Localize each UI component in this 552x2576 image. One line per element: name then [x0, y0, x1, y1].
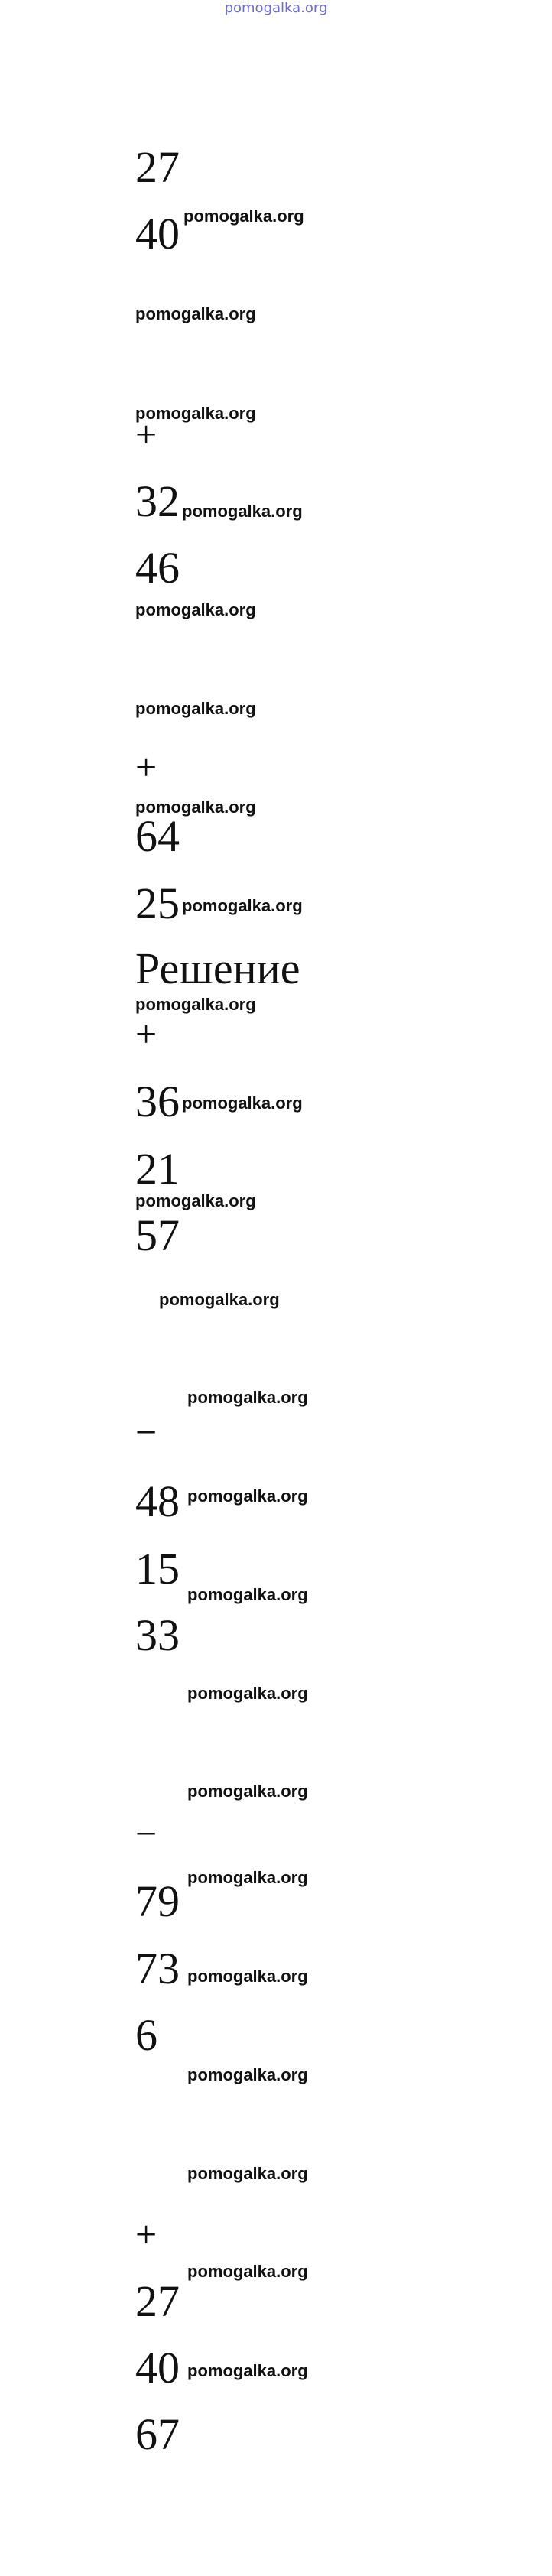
watermark: pomogalka.org: [187, 1782, 308, 1801]
example1-operand-a: 36: [135, 1077, 180, 1126]
plus-operator: +: [135, 1012, 157, 1055]
example2-operand-a: 48: [135, 1476, 180, 1526]
problem-number-2: 40: [135, 209, 180, 258]
watermark: pomogalka.org: [183, 206, 304, 226]
example3-result: 6: [135, 2010, 157, 2060]
solution-title: Решение: [135, 944, 300, 993]
watermark: pomogalka.org: [187, 1486, 308, 1506]
watermark: pomogalka.org: [182, 896, 303, 915]
watermark: pomogalka.org: [187, 1684, 308, 1703]
watermark: pomogalka.org: [187, 1388, 308, 1407]
plus-operator: +: [135, 746, 157, 788]
example4-result: 67: [135, 2409, 180, 2459]
problem-number-6: 25: [135, 879, 180, 928]
example3-operand-b: 73: [135, 1944, 180, 1993]
watermark: pomogalka.org: [135, 1191, 256, 1210]
watermark: pomogalka.org: [182, 1093, 303, 1113]
plus-operator: +: [135, 2213, 157, 2256]
problem-number-5: 64: [135, 811, 180, 861]
example4-operand-a: 27: [135, 2276, 180, 2326]
watermark: pomogalka.org: [135, 797, 256, 817]
example4-operand-b: 40: [135, 2343, 180, 2392]
watermark: pomogalka.org: [187, 2164, 308, 2183]
watermark: pomogalka.org: [135, 995, 256, 1014]
watermark: pomogalka.org: [187, 2262, 308, 2281]
watermark: pomogalka.org: [187, 1868, 308, 1887]
problem-number-3: 32: [135, 476, 180, 526]
watermark: pomogalka.org: [182, 502, 303, 521]
example3-operand-a: 79: [135, 1876, 180, 1926]
problem-number-4: 46: [135, 543, 180, 593]
watermark: pomogalka.org: [187, 1967, 308, 1986]
watermark: pomogalka.org: [135, 304, 256, 323]
problem-number-1: 27: [135, 142, 180, 192]
example2-operand-b: 15: [135, 1544, 180, 1593]
example1-result: 57: [135, 1210, 180, 1260]
minus-operator: −: [135, 1812, 157, 1855]
example2-result: 33: [135, 1610, 180, 1660]
watermark: pomogalka.org: [187, 1585, 308, 1604]
watermark: pomogalka.org: [135, 404, 256, 423]
watermark: pomogalka.org: [135, 600, 256, 619]
watermark: pomogalka.org: [159, 1290, 280, 1309]
watermark: pomogalka.org: [187, 2361, 308, 2380]
site-link[interactable]: pomogalka.org: [224, 0, 328, 16]
plus-operator: +: [135, 413, 157, 456]
minus-operator: −: [135, 1411, 157, 1454]
watermark: pomogalka.org: [187, 2065, 308, 2084]
example1-operand-b: 21: [135, 1144, 180, 1194]
watermark: pomogalka.org: [135, 699, 256, 718]
